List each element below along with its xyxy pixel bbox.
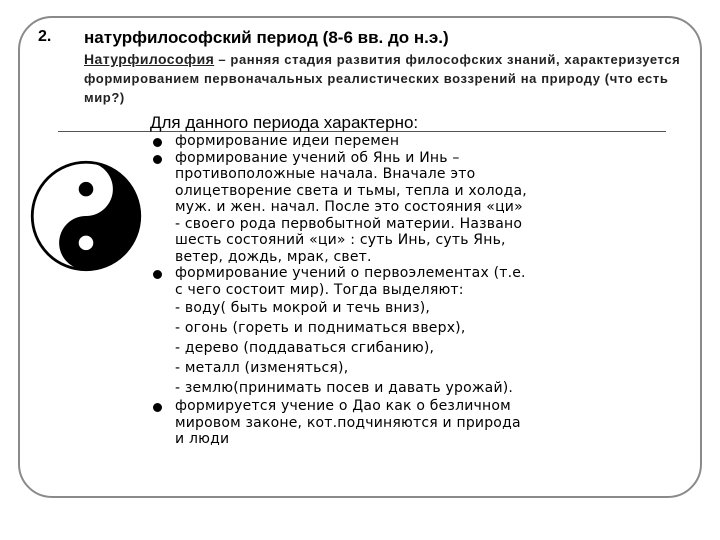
- list-item-text: формируется учение о Дао как о безличном мировом законе, кот.подчиняются и природа и люди: [175, 398, 521, 447]
- element-subitem: - металл (изменяться),: [175, 360, 349, 376]
- list-item-text: формирование учений о первоэлементах (т.е. с чего состоит мир). Тогда выделяют:: [175, 265, 526, 298]
- yin-yang-icon: [30, 160, 142, 272]
- element-subitem: - воду( быть мокрой и течь вниз),: [175, 300, 431, 316]
- characteristics-list: [151, 133, 621, 448]
- list-item: [151, 398, 621, 448]
- element-subitem: - землю(принимать посев и давать урожай).: [175, 380, 514, 396]
- definition: [84, 50, 694, 107]
- list-item: [151, 150, 621, 266]
- definition-term: Натурфилософия: [84, 51, 215, 67]
- section-subheading: Для данного периода характерно:: [150, 113, 419, 132]
- slide-number: 2.: [38, 28, 52, 45]
- element-subitem: - огонь (гореть и подниматься вверх),: [175, 320, 466, 336]
- list-item: [151, 133, 621, 150]
- list-item-text: формирование идеи перемен: [175, 133, 400, 149]
- slide-title: натурфилософский период (8-6 вв. до н.э.): [84, 28, 449, 47]
- list-item-text: формирование учений об Янь и Инь – противоположные начала. Вначале это олицетворение света и тьмы, тепла и холода, муж. и жен. начал. После это состояния «ци» - своего рода первобытной материи. Названо шесть состояний «ци» : суть Инь, суть Янь, ветер, дождь, мрак, свет.: [175, 149, 527, 265]
- element-subitem: - дерево (поддаваться сгибанию),: [175, 340, 435, 356]
- list-item: [151, 265, 621, 398]
- definition-text: – ранняя стадия развития философских знаний, характеризуется формированием первоначальных реалистических воззрений на природу (что есть мир?): [84, 52, 681, 105]
